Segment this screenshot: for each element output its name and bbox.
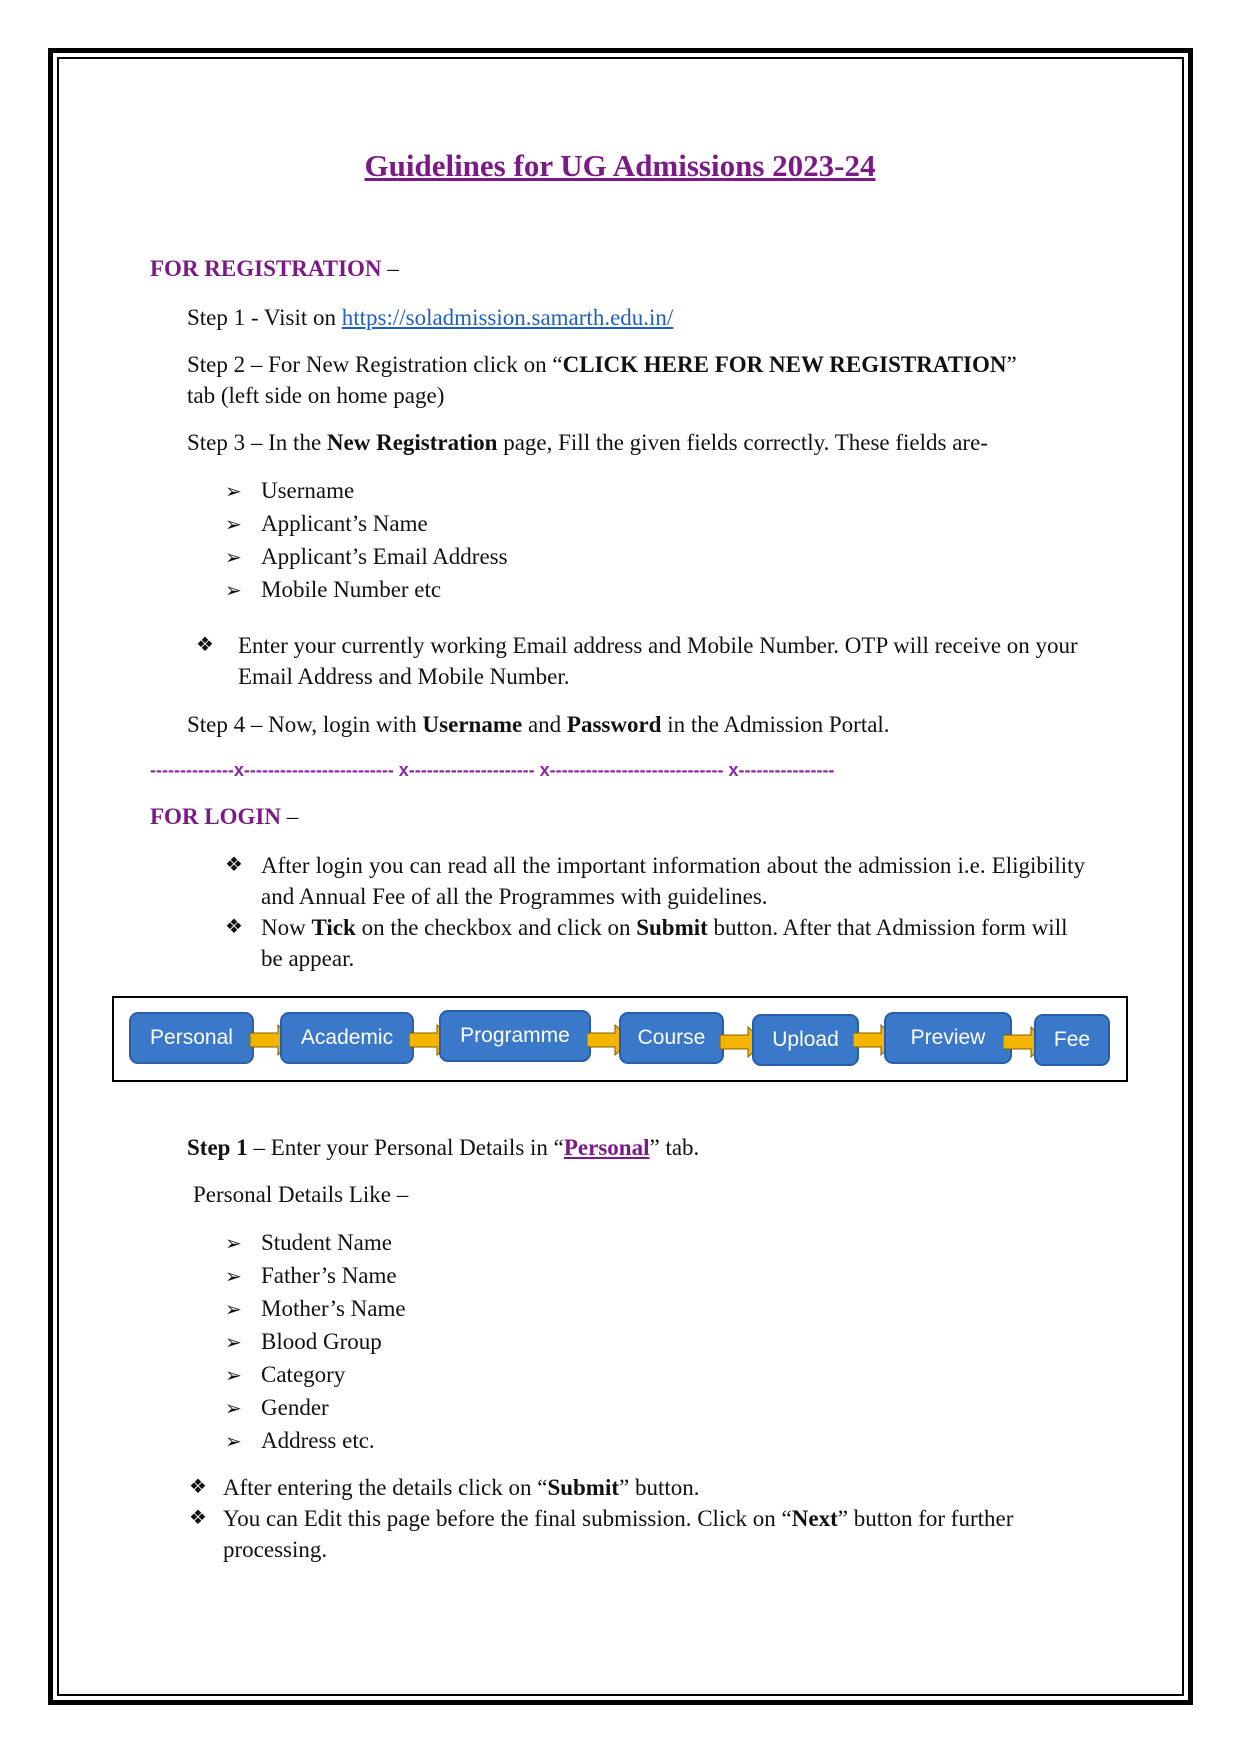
registration-step-2 xyxy=(187,349,1087,411)
step-2-bold: CLICK HERE FOR NEW REGISTRATION xyxy=(562,352,1007,377)
list-item xyxy=(225,1359,406,1392)
registration-heading-text: FOR REGISTRATION xyxy=(150,256,382,281)
arrow-bullet-icon: ➢ xyxy=(225,1233,242,1255)
arrow-bullet-icon: ➢ xyxy=(225,1266,242,1288)
personal-bullet-2 xyxy=(189,1503,1089,1565)
next-bold: Next xyxy=(791,1506,838,1531)
step-1-prefix: Step 1 - Visit on xyxy=(187,305,342,330)
list-item-text: Mobile Number etc xyxy=(261,577,442,602)
list-item xyxy=(225,1260,406,1293)
list-item-text: Applicant’s Name xyxy=(261,511,428,536)
flow-step-personal: Personal xyxy=(129,1012,254,1064)
list-item-text: Father’s Name xyxy=(261,1263,397,1288)
list-item xyxy=(225,1227,406,1260)
step-4-bold-password: Password xyxy=(566,712,662,737)
list-item-text: Username xyxy=(261,478,355,503)
personal-step-mid: – Enter your Personal Details in “ xyxy=(247,1135,564,1160)
section-separator: --------------x------------------------- x--------------------- x----------------------------- x---------------- xyxy=(150,760,835,780)
list-item-text: Applicant’s Email Address xyxy=(261,544,508,569)
page-title: Guidelines for UG Admissions 2023-24 xyxy=(364,148,876,183)
list-item xyxy=(225,1392,406,1425)
diamond-bullet-icon: ❖ xyxy=(189,1507,207,1529)
step-3-bold: New Registration xyxy=(326,430,498,455)
arrow-bullet-icon: ➢ xyxy=(225,1398,242,1420)
step-3-prefix: Step 3 – In the xyxy=(187,430,327,455)
flow-step-preview: Preview xyxy=(884,1012,1012,1064)
flow-step-academic: Academic xyxy=(280,1012,414,1064)
admission-portal-link[interactable]: https://soladmission.samarth.edu.in/ xyxy=(341,305,674,330)
list-item xyxy=(225,1293,406,1326)
registration-step-3 xyxy=(187,427,988,458)
list-item-text: Blood Group xyxy=(261,1329,382,1354)
login-bullet-2-prefix: Now xyxy=(261,915,312,940)
arrow-bullet-icon: ➢ xyxy=(225,1299,242,1321)
step-2-prefix: Step 2 – For New Registration click on “ xyxy=(187,352,563,377)
flow-step-upload: Upload xyxy=(752,1014,859,1066)
arrow-bullet-icon: ➢ xyxy=(225,514,242,536)
flow-step-fee: Fee xyxy=(1034,1014,1110,1066)
arrow-bullet-icon: ➢ xyxy=(225,481,242,503)
list-item xyxy=(225,541,508,574)
arrow-bullet-icon: ➢ xyxy=(225,1332,242,1354)
registration-fields-list xyxy=(225,475,508,607)
diamond-bullet-icon: ❖ xyxy=(189,1476,207,1498)
list-item-text: Gender xyxy=(261,1395,329,1420)
registration-heading xyxy=(150,256,399,282)
login-bullet-1-text: After login you can read all the important information about the admission i.e. Eligibility and Annual Fee of all the Programmes with guidelines. xyxy=(261,853,1085,909)
login-heading xyxy=(150,804,298,830)
personal-bullet-1-suffix: ” button. xyxy=(619,1475,700,1500)
arrow-bullet-icon: ➢ xyxy=(225,580,242,602)
arrow-bullet-icon: ➢ xyxy=(225,1365,242,1387)
login-heading-text: FOR LOGIN xyxy=(150,804,281,829)
step-4-suffix: in the Admission Portal. xyxy=(661,712,890,737)
flow-step-course: Course xyxy=(619,1012,724,1064)
login-heading-dash: – xyxy=(280,804,299,829)
step-4-mid: and xyxy=(522,712,567,737)
diamond-bullet-icon: ❖ xyxy=(225,916,243,938)
arrow-bullet-icon: ➢ xyxy=(225,547,242,569)
step-4-prefix: Step 4 – Now, login with xyxy=(187,712,423,737)
diamond-bullet-icon: ❖ xyxy=(196,634,214,656)
list-item-text: Student Name xyxy=(261,1230,392,1255)
list-item-text: Category xyxy=(261,1362,346,1387)
flow-step-programme: Programme xyxy=(439,1010,591,1062)
submit-bold: Submit xyxy=(547,1475,620,1500)
submit-bold: Submit xyxy=(636,915,708,940)
personal-bullet-1-text xyxy=(223,1472,1089,1503)
personal-bullet-2-suffix: ” button for further processing. xyxy=(223,1506,1014,1562)
login-bullet-2-suffix: button. After that Admission form will be appear. xyxy=(261,915,1068,971)
tick-bold: Tick xyxy=(311,915,356,940)
step-2-line-2: tab (left side on home page) xyxy=(187,383,445,408)
login-bullet-1 xyxy=(225,850,1085,912)
list-item xyxy=(225,1425,406,1458)
personal-step-suffix: ” tab. xyxy=(649,1135,700,1160)
list-item-text: Address etc. xyxy=(261,1428,375,1453)
personal-bullet-2-text xyxy=(223,1503,1089,1565)
personal-bullet-2-prefix: You can Edit this page before the final submission. Click on “ xyxy=(223,1506,792,1531)
personal-bullet-1 xyxy=(189,1472,1089,1503)
list-item xyxy=(225,508,508,541)
login-bullet-2 xyxy=(225,912,1085,974)
list-item xyxy=(225,574,508,607)
login-bullet-2-mid: on the checkbox and click on xyxy=(355,915,637,940)
step-2-suffix: ” xyxy=(1006,352,1017,377)
personal-bullet-1-prefix: After entering the details click on “ xyxy=(223,1475,548,1500)
list-item xyxy=(225,1326,406,1359)
otp-note-text: Enter your currently working Email address and Mobile Number. OTP will receive on your Email Address and Mobile Number. xyxy=(238,633,1078,689)
registration-step-1 xyxy=(187,302,673,333)
diamond-bullet-icon: ❖ xyxy=(225,854,243,876)
list-item xyxy=(225,475,508,508)
personal-step-1 xyxy=(187,1132,699,1163)
arrow-bullet-icon: ➢ xyxy=(225,1431,242,1453)
personal-details-like: Personal Details Like – xyxy=(193,1182,409,1207)
personal-details-list xyxy=(225,1227,406,1458)
personal-step-bold: Step 1 xyxy=(187,1135,248,1160)
personal-tab-link: Personal xyxy=(563,1135,650,1160)
list-item-text: Mother’s Name xyxy=(261,1296,406,1321)
login-bullet-2-text xyxy=(261,912,1085,974)
registration-step-4 xyxy=(187,709,890,740)
otp-note xyxy=(196,630,1086,692)
step-4-bold-username: Username xyxy=(422,712,523,737)
step-3-suffix: page, Fill the given fields correctly. These fields are- xyxy=(497,430,988,455)
registration-heading-dash: – xyxy=(381,256,399,281)
